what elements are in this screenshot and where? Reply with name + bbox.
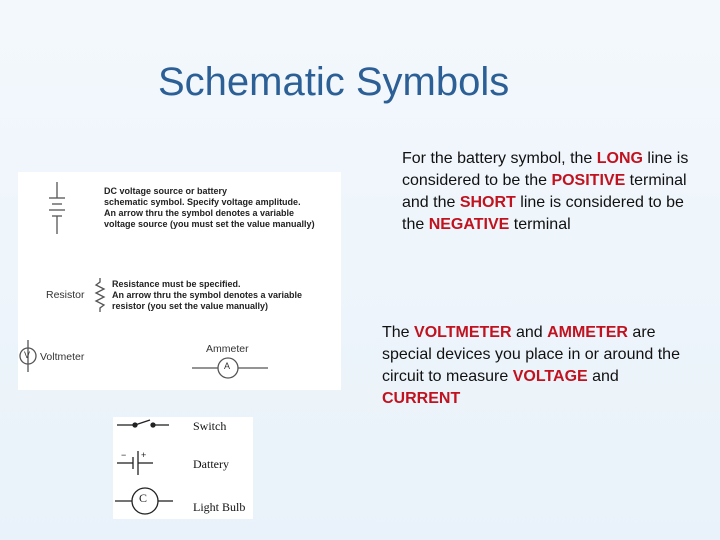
- meter-explanation: [382, 322, 682, 410]
- switch-label: Switch: [193, 419, 227, 433]
- keyword-long: LONG: [596, 150, 643, 167]
- dc-line-2: schematic symbol. Specify voltage amplitude.: [104, 197, 301, 207]
- resistor-label: Resistor: [46, 289, 85, 301]
- resistor-line-2: An arrow thru the symbol denotes a variable: [112, 290, 303, 300]
- bulb-label: Light Bulb: [193, 500, 246, 514]
- text-run: line is considered to be the: [402, 194, 684, 233]
- slide-title: Schematic Symbols: [158, 60, 510, 104]
- battery-symbol-icon: [49, 182, 65, 234]
- battery-label: Dattery: [193, 457, 229, 471]
- keyword-voltmeter: VOLTMETER: [414, 324, 512, 341]
- dc-line-4: voltage source (you must set the value manually): [104, 219, 315, 229]
- battery-explanation: [402, 148, 692, 236]
- text-run: and: [511, 324, 548, 341]
- text-run: terminal and the: [402, 172, 687, 211]
- plus-sign: +: [141, 450, 147, 460]
- text-run: The: [382, 324, 415, 341]
- resistor-symbol-icon: [96, 278, 104, 312]
- keyword-voltage: VOLTAGE: [512, 368, 588, 385]
- text-run: terminal: [509, 216, 571, 233]
- text-run: are special devices you place in or around the circuit to measure: [382, 324, 680, 385]
- ammeter-glyph: A: [224, 361, 231, 371]
- resistor-line-1: Resistance must be specified.: [112, 279, 241, 289]
- bulb-glyph: C: [139, 491, 148, 505]
- text-run: and: [587, 368, 619, 385]
- text-run: line is considered to be the: [402, 150, 689, 189]
- keyword-current: CURRENT: [382, 390, 461, 407]
- resistor-line-3: resistor (you set the value manually): [112, 301, 269, 311]
- switch-symbol-icon: [117, 420, 169, 427]
- keyword-positive: POSITIVE: [551, 172, 626, 189]
- dc-line-1: DC voltage source or battery: [104, 186, 228, 196]
- text-run: For the battery symbol, the: [402, 150, 597, 167]
- voltmeter-glyph: V: [24, 350, 31, 360]
- ammeter-label: Ammeter: [206, 343, 249, 355]
- minus-sign: −: [121, 450, 127, 460]
- keyword-ammeter: AMMETER: [547, 324, 628, 341]
- symbols-diagram: [18, 172, 341, 390]
- keyword-short: SHORT: [459, 194, 516, 211]
- keyword-negative: NEGATIVE: [428, 216, 510, 233]
- dc-line-3: An arrow thru the symbol denotes a variable: [104, 208, 295, 218]
- voltmeter-label: Voltmeter: [40, 351, 85, 363]
- components-diagram: [113, 417, 253, 519]
